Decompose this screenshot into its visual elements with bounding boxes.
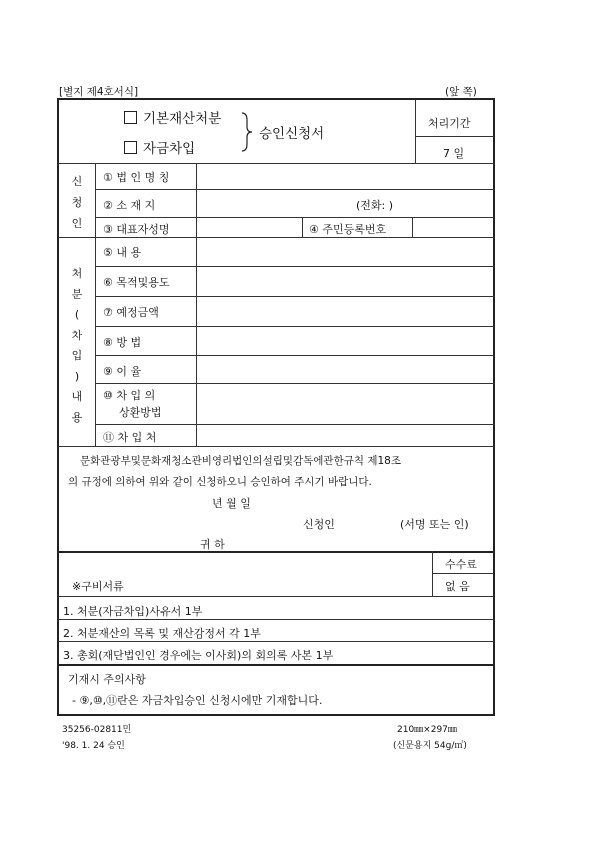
corp-name-field[interactable] <box>200 165 492 187</box>
checkbox-icon[interactable] <box>124 111 137 124</box>
notes-item: - ⑨,⑩,⑪란은 자금차입승인 신청시에만 기재합니다. <box>72 694 323 707</box>
recipient-label: 귀 하 <box>200 538 225 551</box>
processing-period-label: 처리기간 <box>428 117 471 130</box>
paper-type: (신문용지 54g/㎡) <box>393 741 467 751</box>
representative-name-label: ③ 대표자성명 <box>103 223 170 236</box>
applicant-signature-label: 신청인 <box>303 518 335 531</box>
declaration-line-2: 의 규정에 의하여 위와 같이 신청하오니 승인하여 주시기 바랍니다. <box>68 476 372 488</box>
repayment-label-2: 상환방법 <box>119 406 162 419</box>
bracket-icon <box>240 110 260 154</box>
form-number: [별지 제4호서식] <box>59 86 139 98</box>
representative-name-field[interactable] <box>200 219 300 236</box>
option-fund-borrowing[interactable] <box>124 137 195 157</box>
planned-amount-field[interactable] <box>200 298 492 324</box>
option-label-borrowing: 자금차입 <box>143 141 196 157</box>
signature-field[interactable]: (서명 또는 인) <box>400 518 469 531</box>
document-item-3: 3. 총회(재단법인인 경우에는 이사회)의 회의록 사본 1부 <box>63 649 334 662</box>
processing-period-value: 7 일 <box>443 147 465 160</box>
interest-rate-field[interactable] <box>200 357 492 381</box>
corp-name-label: ① 법 인 명 칭 <box>103 171 170 184</box>
location-field[interactable] <box>200 191 350 215</box>
content-label: ⑤ 내 용 <box>103 246 142 259</box>
planned-amount-label: ⑦ 예정금액 <box>103 306 159 319</box>
repayment-label: ⑩ 차 입 의 <box>103 389 156 402</box>
paper-size: 210㎜×297㎜ <box>397 725 457 735</box>
lender-label: ⑪ 차 입 처 <box>103 431 157 444</box>
notes-header: 기재시 주의사항 <box>68 673 146 686</box>
page-side: (앞 쪽) <box>445 86 477 98</box>
interest-rate-label: ⑨ 이 율 <box>103 365 142 378</box>
resident-number-field[interactable] <box>415 219 493 236</box>
document-item-1: 1. 처분(자금차입)사유서 1부 <box>63 605 203 618</box>
phone-field[interactable]: (전화: ) <box>356 199 394 212</box>
fee-label: 수수료 <box>445 558 477 571</box>
lender-field[interactable] <box>200 426 492 445</box>
location-label: ② 소 재 지 <box>103 199 156 212</box>
checkbox-icon[interactable] <box>124 141 137 154</box>
purpose-label: ⑥ 목적및용도 <box>103 276 170 289</box>
method-label: ⑧ 방 법 <box>103 336 142 349</box>
option-label-disposal: 기본재산처분 <box>143 111 222 127</box>
applicant-section-label: 신 청 인 <box>71 175 83 230</box>
documents-header: ※구비서류 <box>72 580 124 593</box>
application-date[interactable]: 년 월 일 <box>212 497 251 510</box>
declaration-line-1: 문화관광부및문화재청소관비영리법인의설립및감독에관한규칙 제18조 <box>80 455 401 467</box>
content-field[interactable] <box>200 239 492 265</box>
repayment-field[interactable] <box>200 385 492 421</box>
method-field[interactable] <box>200 328 492 354</box>
details-section-label: 처 분 ( 차 입 ) 내 용 <box>71 267 83 424</box>
purpose-field[interactable] <box>200 268 492 294</box>
fee-value: 없 음 <box>445 580 470 593</box>
approval-date: '98. 1. 24 승인 <box>62 741 125 751</box>
option-asset-disposal[interactable] <box>124 107 221 127</box>
resident-number-label: ④ 주민등록번호 <box>309 223 387 236</box>
document-item-2: 2. 처분재산의 목록 및 재산감정서 각 1부 <box>63 627 261 640</box>
form-title-suffix: 승인신청서 <box>259 126 325 142</box>
form-code: 35256-02811민 <box>62 725 132 735</box>
